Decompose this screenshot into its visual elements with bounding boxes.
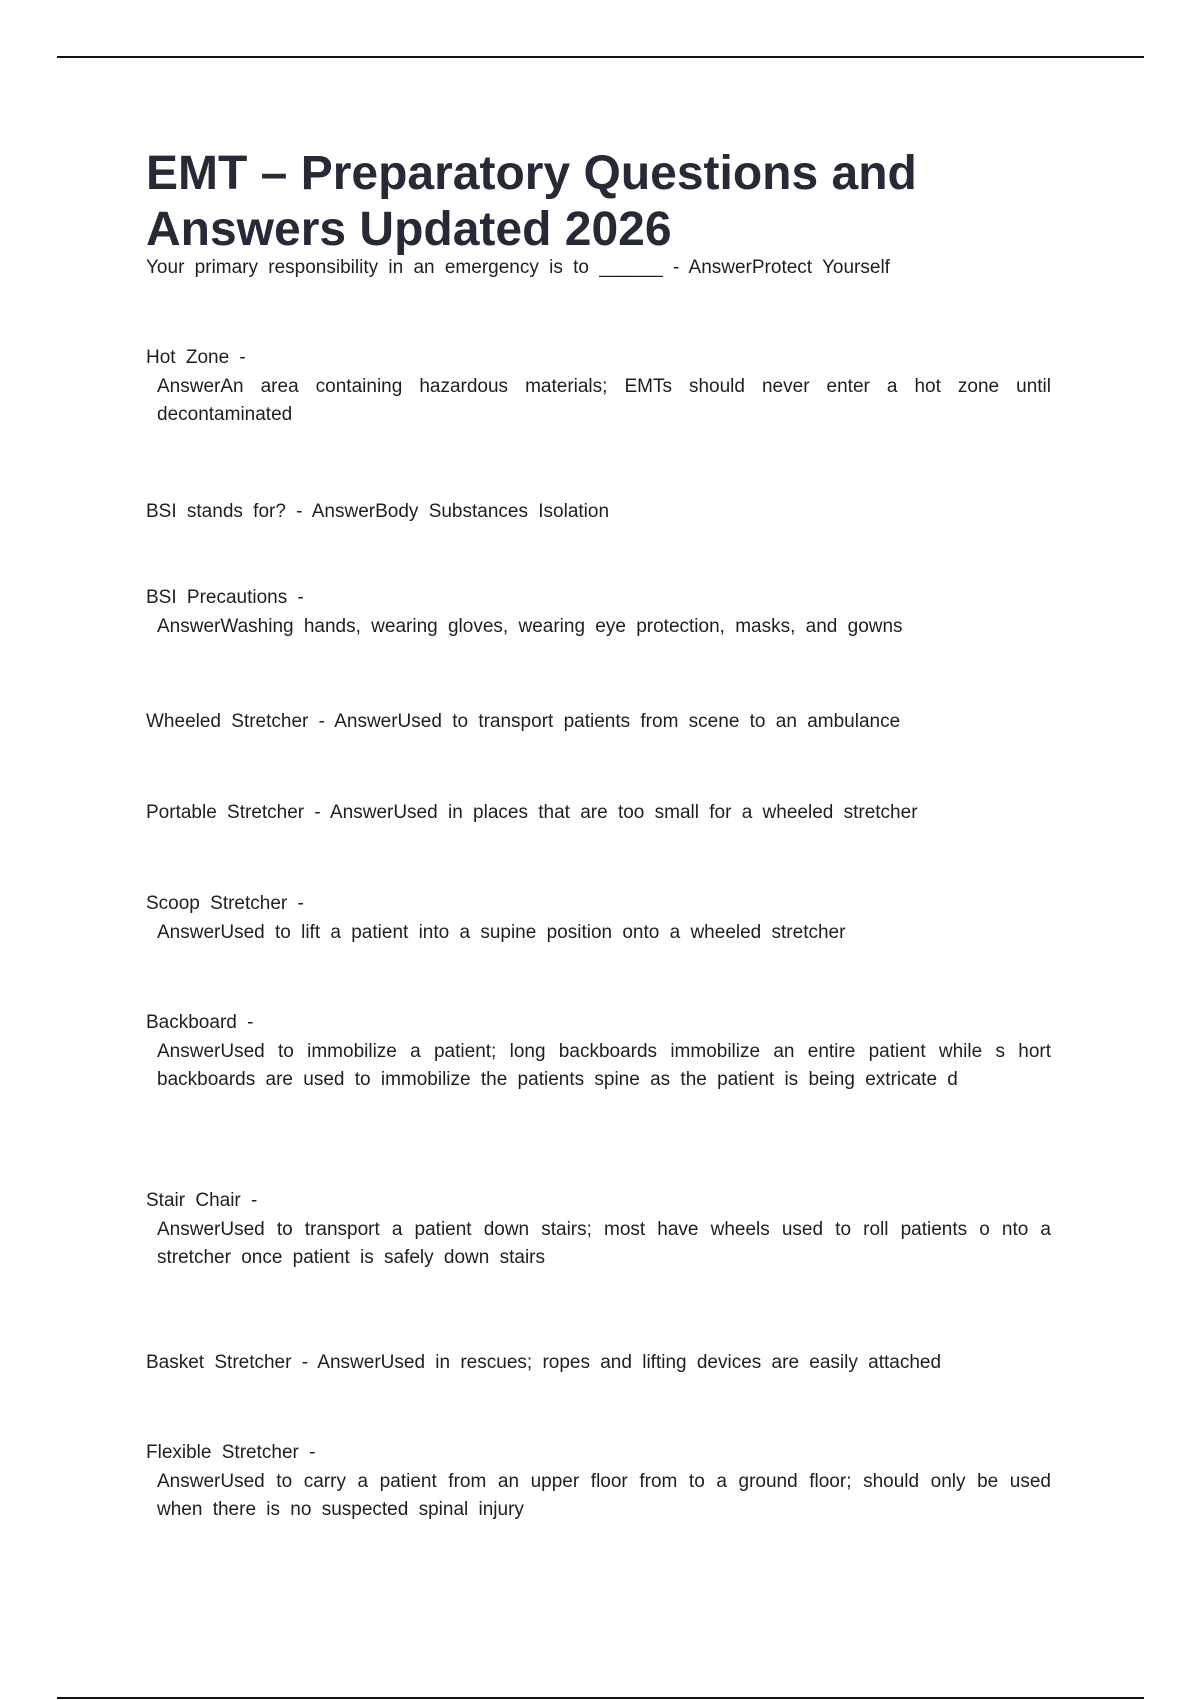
question: Basket Stretcher - bbox=[146, 1352, 309, 1373]
answer: AnswerUsed to transport a patient down stairs; most have wheels used to roll patients o nto a stretcher once patient is safely down stairs bbox=[157, 1218, 1051, 1268]
answer: AnswerUsed to immobilize a patient; long backboards immobilize an entire patient while s hort backboards are used to immobilize the patients spine as the patient is being extricate d bbox=[157, 1040, 1051, 1090]
question: Hot Zone - bbox=[146, 347, 246, 368]
qa-item bbox=[146, 890, 845, 947]
answer: AnswerWashing hands, wearing gloves, wearing eye protection, masks, and gowns bbox=[157, 615, 903, 637]
question: Portable Stretcher - bbox=[146, 802, 321, 823]
answer: AnswerBody Substances Isolation bbox=[311, 501, 610, 522]
answer: AnswerUsed to carry a patient from an upper floor from to a ground floor; should only be used when there is no suspected spinal injury bbox=[157, 1470, 1051, 1520]
answer: AnswerUsed to transport patients from scene to an ambulance bbox=[334, 711, 901, 732]
page-title: EMT – Preparatory Questions and Answers Updated 2026 bbox=[146, 147, 917, 256]
qa-item bbox=[146, 1187, 1051, 1273]
qa-item bbox=[146, 498, 609, 527]
qa-item bbox=[146, 344, 1051, 430]
question: Wheeled Stretcher - bbox=[146, 711, 325, 732]
question: Backboard - bbox=[146, 1012, 254, 1033]
answer: AnswerAn area containing hazardous materials; EMTs should never enter a hot zone until decontaminated bbox=[157, 375, 1051, 425]
question: Flexible Stretcher - bbox=[146, 1442, 316, 1463]
question: Stair Chair - bbox=[146, 1190, 258, 1211]
answer: AnswerUsed in rescues; ropes and lifting devices are easily attached bbox=[317, 1352, 942, 1373]
answer: AnswerUsed to lift a patient into a supine position onto a wheeled stretcher bbox=[157, 921, 846, 943]
qa-item bbox=[146, 254, 890, 283]
question: BSI stands for? - bbox=[146, 501, 303, 522]
qa-item bbox=[146, 708, 900, 737]
question: Scoop Stretcher - bbox=[146, 893, 304, 914]
bottom-rule bbox=[57, 1697, 1144, 1699]
answer: AnswerUsed in places that are too small for a wheeled stretcher bbox=[329, 802, 918, 823]
qa-item bbox=[146, 1009, 1051, 1095]
question: BSI Precautions - bbox=[146, 587, 304, 608]
question: Your primary responsibility in an emergency is to ______ - bbox=[146, 257, 680, 278]
qa-item bbox=[146, 1439, 1051, 1525]
qa-item bbox=[146, 799, 918, 828]
document-body bbox=[146, 146, 1051, 1520]
answer: AnswerProtect Yourself bbox=[688, 257, 890, 278]
top-rule bbox=[57, 56, 1144, 58]
qa-item bbox=[146, 1349, 941, 1378]
qa-item bbox=[146, 584, 903, 641]
